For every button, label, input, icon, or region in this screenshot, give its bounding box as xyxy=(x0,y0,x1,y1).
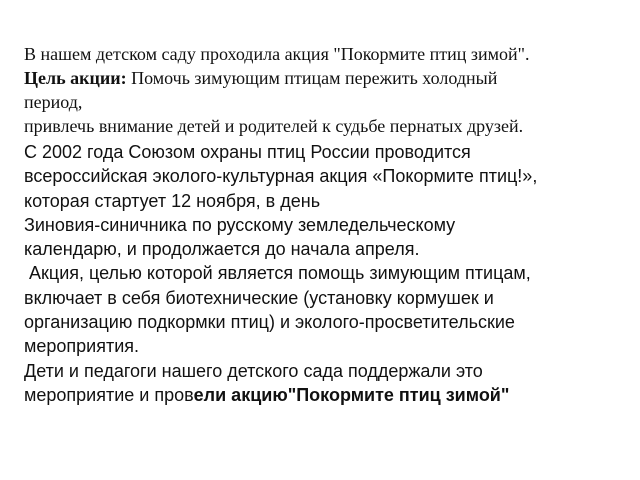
final-bold-text: ели акцию"Покормите птиц зимой" xyxy=(193,384,510,405)
goal-line-continued: привлечь внимание детей и родителей к судьбе пернатых друзей. xyxy=(24,116,524,136)
final-regular-text: мероприятие и пров xyxy=(24,384,194,405)
body-line-final xyxy=(24,383,624,407)
body-line: Зиновия-синичника по русскому земледельческому xyxy=(24,214,456,235)
body-line: включает в себя биотехнические (установку кормушек и xyxy=(24,287,494,308)
goal-line xyxy=(24,66,624,90)
goal-text: Помочь зимующим птицам пережить холодный xyxy=(126,68,498,88)
intro-block xyxy=(24,42,624,138)
body-line: С 2002 года Союзом охраны птиц России проводится xyxy=(24,142,471,162)
intro-line: В нашем детском саду проходила акция "Покормите птиц зимой". xyxy=(24,44,530,64)
body-line: мероприятия. xyxy=(24,336,140,357)
body-line: организацию подкормки птиц) и эколого-просветительские xyxy=(24,312,515,333)
body-line: всероссийская эколого-культурная акция «Покормите птиц!», xyxy=(24,166,538,187)
body-line: которая стартует 12 ноября, в день xyxy=(24,190,321,211)
goal-label: Цель акции: xyxy=(24,68,127,88)
body-block xyxy=(24,140,624,407)
body-line: Акция, целью которой является помощь зимующим птицам, xyxy=(24,263,531,284)
body-line: календарю, и продолжается до начала апреля. xyxy=(24,239,420,260)
body-line: Дети и педагоги нашего детского сада поддержали это xyxy=(24,360,483,381)
goal-line-continued: период, xyxy=(24,92,83,112)
